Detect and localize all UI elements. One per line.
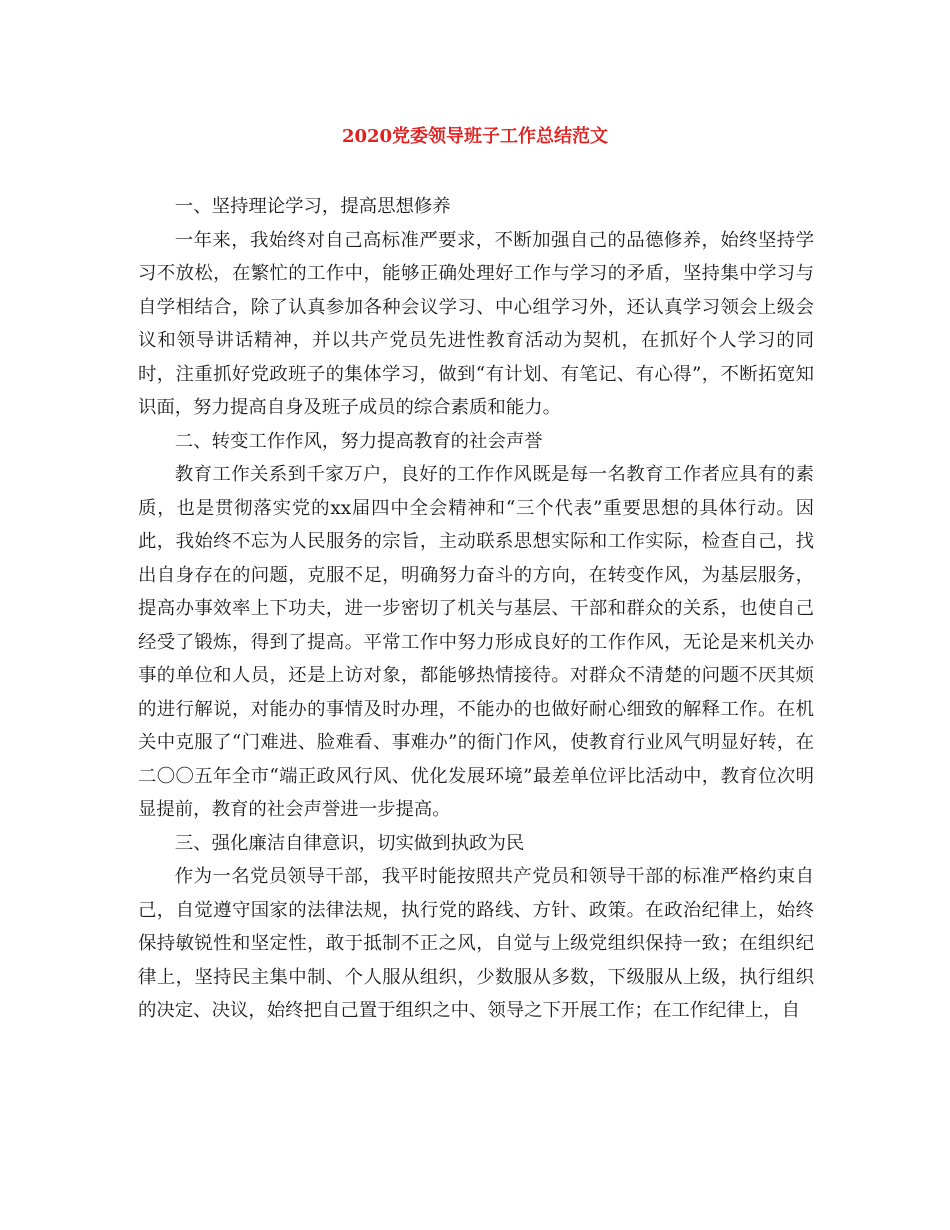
paragraph-2: 教育工作关系到千家万户，良好的工作作风既是每一名教育工作者应具有的素质，也是贯彻落实党的xx届四中全会精神和“三个代表”重要思想的具体行动。因此，我始终不忘为人民服务的宗旨，主动联系思想实际和工作实际，检查自己，找出自身存在的问题，克服不足，明确努力奋斗的方向，在转变作风，为基层服务，提高办事效率上下功夫，进一步密切了机关与基层、干部和群众的关系，也使自己经受了锻炼，得到了提高。平常工作中努力形成良好的工作作风，无论是来机关办事的单位和人员，还是上访对象，都能够热情接待。对群众不清楚的问题不厌其烦的进行解说，对能办的事情及时办理，不能办的也做好耐心细致的解释工作。在机关中克服了“门难进、脸难看、事难办”的衙门作风，使教育行业风气明显好转，在二〇〇五年全市“端正政风行风、优化发展环境”最差单位评比活动中，教育位次明显提前，教育的社会声誉进一步提高。 xyxy=(138,464,814,820)
section-heading-1: 一、坚持理论学习，提高思想修养 xyxy=(174,196,451,217)
document-body xyxy=(138,190,814,1028)
document-title: 2020党委领导班子工作总结范文 xyxy=(341,126,609,147)
paragraph-3: 作为一名党员领导干部，我平时能按照共产党员和领导干部的标准严格约束自己，自觉遵守国家的法律法规，执行党的路线、方针、政策。在政治纪律上，始终保持敏锐性和坚定性，敢于抵制不正之风，自觉与上级党组织保持一致；在组织纪律上，坚持民主集中制、个人服从组织，少数服从多数，下级服从上级，执行组织的决定、决议，始终把自己置于组织之中、领导之下开展工作；在工作纪律上，自 xyxy=(138,866,814,1021)
section-heading-3: 三、强化廉洁自律意识，切实做到执政为民 xyxy=(174,832,525,854)
paragraph-1: 一年来，我始终对自己高标准严要求，不断加强自己的品德修养，始终坚持学习不放松，在繁忙的工作中，能够正确处理好工作与学习的矛盾，坚持集中学习与自学相结合，除了认真参加各种会议学习、中心组学习外，还认真学习领会上级会议和领导讲话精神，并以共产党员先进性教育活动为契机，在抓好个人学习的同时，注重抓好党政班子的集体学习，做到“有计划、有笔记、有心得”，不断拓宽知识面，努力提高自身及班子成员的综合素质和能力。 xyxy=(138,229,814,418)
section-heading-2: 二、转变工作作风，努力提高教育的社会声誉 xyxy=(174,430,543,452)
